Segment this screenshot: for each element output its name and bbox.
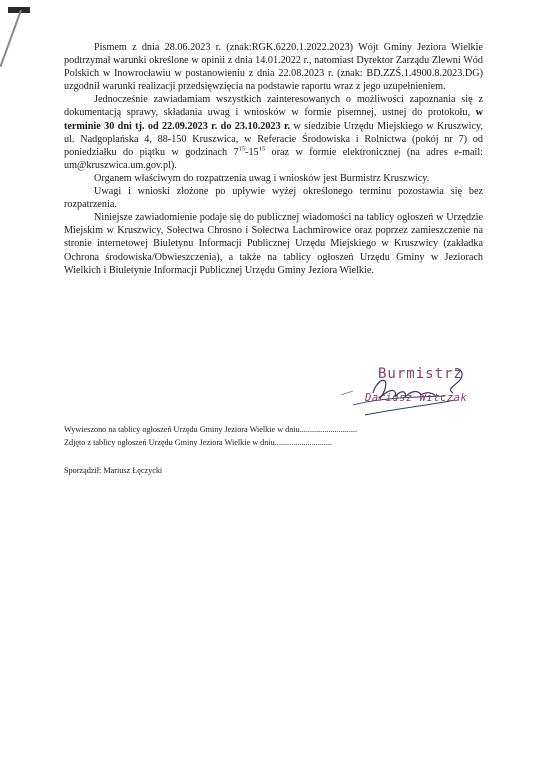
hours-start-minutes: 15 <box>238 145 246 153</box>
paragraph-late-remarks: Uwagi i wnioski złożone po upływie wyżej określonego terminu pozostawia się bez rozpatrzenia. <box>64 186 483 211</box>
notice-text-a: Jednocześnie zawiadamiam wszystkich zainteresowanych o możliwości zapoznania się z dokumentacją sprawy, składania uwag i wniosków w formie pisemnej, ustnej do protokołu, <box>64 94 483 119</box>
hours-dash: -15 <box>245 146 259 158</box>
paragraph-authority: Organem właściwym do rozpatrzenia uwag i wniosków jest Burmistrz Kruszwicy. <box>94 172 430 184</box>
posting-record <box>64 423 464 449</box>
hours-end-minutes: 15 <box>258 145 266 153</box>
letter-body <box>64 41 483 277</box>
scan-corner-mark <box>0 0 30 60</box>
stamp-title: Burmistrz <box>378 366 463 382</box>
prepared-by: Sporządził: Mariusz Łęczycki <box>64 466 163 475</box>
notice-deadline: w terminie 30 dni tj. od 22.09.2023 r. do 23.10.2023 r. <box>64 107 483 132</box>
notice-text-b: w siedzibie Urzędu Miejskiego w Kruszwicy, ul. Nadgoplańska 4, 88-150 Kruszwica, w Referacie Środowiska i Rolnictwa (pokój nr 7) od poniedziałku do piątku w godzinach 7 <box>64 120 483 158</box>
paragraph-decision: Pismem z dnia 28.06.2023 r. (znak:RGK.6220.1.2022.2023) Wójt Gminy Jeziora Wielkie podtrzymał warunki określone w opinii z dnia 14.01.2022 r., natomiast Dyrektor Zarządu Zlewni Wód Polskich w Inowrocławiu w postanowieniu z dnia 22.08.2023 r. (znak: BD.ZZŚ.1.4900.8.2023.DG) uzgodnił warunki realizacji przedsięwzięcia na podstawie raportu wraz z jego uzupełnieniem. <box>64 42 483 93</box>
posted-line: Wywieszono na tablicy ogłoszeń Urzędu Gminy Jeziora Wielkie w dniu............................ <box>64 425 358 434</box>
notice-text-c: oraz w formie elektronicznej (na adres e-mail: um@kruszwica.um.gov.pl). <box>64 146 484 171</box>
removed-line: Zdjęto z tablicy ogłoszeń Urzędu Gminy Jeziora Wielkie w dniu............................ <box>64 438 333 447</box>
stamp-name: Dariusz Witczak <box>365 392 468 404</box>
corner-line <box>0 10 22 67</box>
paragraph-publication: Niniejsze zawiadomienie podaje się do publicznej wiadomości na tablicy ogłoszeń w Urzędzie Miejskim w Kruszwicy, Sołectwa Chrosno i Sołectwa Lachmirowice oraz poprzez zamieszczenie na stronie internetowej Biuletynu Informacji Publicznej Urzędu Miejskiego w Kruszwicy (zakładka Ochrona środowiska/Obwieszczenia), a także na tablicy ogłoszeń Urzędu Gminy w Jeziorach Wielkich i Biuletynie Informacji Publicznej Urzędu Gminy Jeziora Wielkie. <box>64 212 483 276</box>
paragraph-notice <box>64 93 483 172</box>
